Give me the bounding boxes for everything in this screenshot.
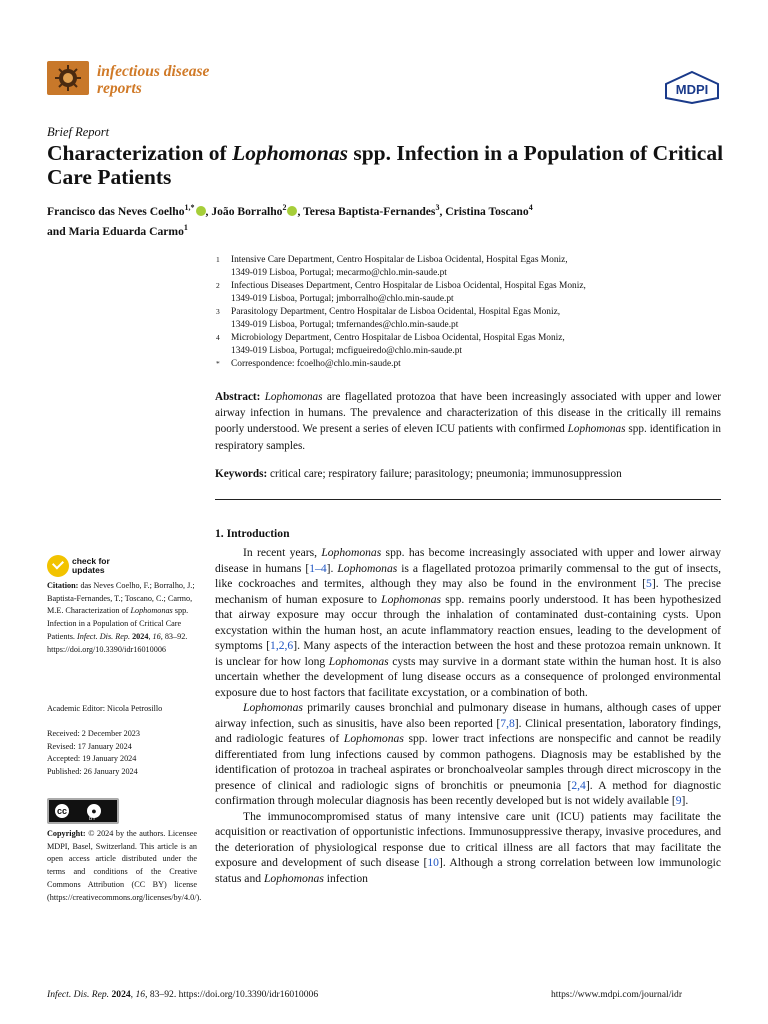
copyright xyxy=(47,828,202,904)
correspondence-text: Correspondence: fcoelho@chlo.min-saude.pt xyxy=(231,359,401,369)
journal-name-line1: infectious disease xyxy=(97,63,210,80)
copyright-label: Copyright: xyxy=(47,829,86,838)
footer-citation: Infect. Dis. Rep. 2024, 16, 83–92. https://doi.org/10.3390/idr16010006 xyxy=(47,989,319,1000)
author-name[interactable]: Maria Eduarda Carmo xyxy=(68,224,184,238)
reference-link[interactable]: 2,4 xyxy=(571,778,586,792)
abstract-italic: Lophomonas xyxy=(264,391,323,403)
affiliation-text xyxy=(231,280,696,306)
reference-link[interactable]: 5 xyxy=(646,577,652,590)
affiliation-line1: Infectious Diseases Department, Centro Hospitalar de Lisboa Ocidental, Hospital Egas Moniz, xyxy=(231,281,586,291)
abstract-text: are flagellated protozoa that have been increasingly associated with upper and lower airway infection in humans. The prevalence and characterization of this disease in the critically ill remains poorly understood. We present a series of eleven ICU patients with confirmed xyxy=(215,391,722,436)
cc-by-license-badge[interactable] xyxy=(47,798,119,824)
title-italic: Lophomonas xyxy=(232,141,348,165)
journal-name xyxy=(97,63,209,97)
check-updates-line1: check for xyxy=(72,556,110,566)
cc-icon: cc xyxy=(53,802,71,820)
affiliation-number: 4 xyxy=(216,333,220,342)
date-revised: Revised: 17 January 2024 xyxy=(47,741,132,751)
by-label: BY xyxy=(89,816,96,822)
citation-text: spp. Infection in a Population of Critical Care Patients. xyxy=(47,606,189,641)
affiliation-number: 3 xyxy=(216,307,220,316)
abstract-italic: Lophomonas xyxy=(567,423,626,436)
affiliation-line1: Parasitology Department, Centro Hospitalar de Lisboa Ocidental, Hospital Egas Moniz, xyxy=(231,307,561,317)
author-sup: 2 xyxy=(282,203,287,212)
academic-editor: Academic Editor: Nicola Petrosillo xyxy=(47,704,163,713)
abstract-label: Abstract: xyxy=(215,391,261,403)
citation-label: Citation: xyxy=(47,581,79,590)
date-published: Published: 26 January 2024 xyxy=(47,767,138,777)
footer-volume: 16 xyxy=(135,989,146,1000)
affiliation-line2: 1349-019 Lisboa, Portugal; tmfernandes@chlo.min-saude.pt xyxy=(231,320,459,330)
orcid-icon[interactable] xyxy=(196,206,206,216)
author-name[interactable]: Cristina Toscano xyxy=(445,204,529,218)
reference-link[interactable]: 1–4 xyxy=(309,561,327,575)
citation-text: , 83–92. https://doi.org/10.3390/idr16010006 xyxy=(47,631,188,654)
citation-italic: Infect. Dis. Rep. xyxy=(77,631,131,641)
abstract xyxy=(215,389,721,454)
divider xyxy=(215,499,721,500)
affiliation-text xyxy=(231,254,696,280)
journal-name-line2: reports xyxy=(97,80,142,97)
author-sup: 1 xyxy=(183,222,188,232)
paragraph: In recent years, Lophomonas spp. has become increasingly associated with upper and lower airway disease in humans [1–4]. Lophomonas is a flagellated protozoa primarily commensal to the gut of insects, like cockroaches and termites, although they may also be found in the environment [5]. The precise mechanism of human exposure to Lophomonas spp. remains poorly understood. It has been hypothesized that airway exposure may occur through the inhalation of contaminated dust-containing cysts. Upon excystation within the human host, an acute inflammatory reaction ensues, leading to the development of symptoms [1,2,6]. Many aspects of the interaction between the host and these protozoa remain unknown. It is unclear for how long Lophomonas cysts may survive in a dormant state within the human host. It is also uncertain whether the development of lung disease occurs as a consequence of prolonged environmental exposure due to host factors that facilitate excystation, or a combination of both. xyxy=(215,546,722,699)
check-icon xyxy=(47,555,69,577)
orcid-icon[interactable] xyxy=(287,206,297,216)
paragraph: The immunocompromised status of many intensive care unit (ICU) patients may facilitate the acquisition or reactivation of opportunistic infections. Immunosuppressive therapy, invasive procedures, and the deterioration of physiological response due to critical illness are all factors that may facilitate the exposure and development of such disease [10]. Although a strong correlation between low immunologic status and Lophomonas infection xyxy=(215,809,721,885)
author-sup: 1,* xyxy=(184,203,195,212)
affiliation-number: * xyxy=(216,359,220,368)
title-part1: Characterization of xyxy=(47,141,233,165)
article-type: Brief Report xyxy=(47,125,110,139)
reference-link[interactable]: 7,8 xyxy=(500,716,515,730)
author-name[interactable]: João Borralho xyxy=(211,204,283,218)
mdpi-logo-text: MDPI xyxy=(675,82,709,97)
reference-link[interactable]: 9 xyxy=(675,794,682,807)
affiliation-item xyxy=(216,332,696,358)
footer-year: 2024 xyxy=(111,989,131,1000)
abstract-text: spp. identification in respiratory samples. xyxy=(215,423,721,452)
author-sup: 4 xyxy=(528,203,533,212)
citation xyxy=(47,580,197,656)
check-updates-line2: updates xyxy=(72,565,105,575)
author-name[interactable]: Francisco das Neves Coelho xyxy=(47,204,185,218)
body-text xyxy=(215,545,721,886)
article-title xyxy=(47,141,737,189)
affiliation-line1: Intensive Care Department, Centro Hospitalar de Lisboa Ocidental, Hospital Egas Moniz, xyxy=(231,255,568,265)
author-name[interactable]: Teresa Baptista-Fernandes xyxy=(303,204,436,218)
person-icon: ● xyxy=(85,802,103,820)
affiliation-number: 1 xyxy=(216,255,220,264)
check-updates-text xyxy=(72,557,110,575)
journal-logo-icon xyxy=(47,61,89,95)
footer-doi[interactable]: , 83–92. https://doi.org/10.3390/idr16010006 xyxy=(145,989,319,1000)
footer-journal: Infect. Dis. Rep. xyxy=(47,989,110,1000)
title-part2: spp. Infection in a Population of Critical Care Patients xyxy=(47,141,724,189)
date-accepted: Accepted: 19 January 2024 xyxy=(47,754,137,764)
affiliation-item xyxy=(216,254,696,280)
reference-link[interactable]: 10 xyxy=(427,856,439,869)
affiliation-line2: 1349-019 Lisboa, Portugal; mecarmo@chlo.min-saude.pt xyxy=(231,268,447,278)
keywords-text: critical care; respiratory failure; parasitology; pneumonia; immunosuppression xyxy=(270,468,622,480)
citation-year: 2024 xyxy=(130,631,149,641)
affiliation-line2: 1349-019 Lisboa, Portugal; mcfigueiredo@chlo.min-saude.pt xyxy=(231,346,462,356)
affiliations xyxy=(216,254,696,371)
footer-journal-url[interactable]: https://www.mdpi.com/journal/idr xyxy=(551,989,683,1000)
affiliation-text xyxy=(231,306,696,332)
citation-text: das Neves Coelho, F.; Borralho, J.; Baptista-Fernandes, T.; Toscano, C.; Carmo, M.E. Characterization of xyxy=(47,581,195,616)
affiliation-line1: Microbiology Department, Centro Hospitalar de Lisboa Ocidental, Hospital Egas Moniz, xyxy=(231,333,565,343)
citation-text: , xyxy=(148,631,153,641)
section-heading: 1. Introduction xyxy=(215,527,290,540)
reference-link[interactable]: 1,2,6 xyxy=(270,639,294,652)
affiliation-number: 2 xyxy=(216,281,220,290)
citation-italic: 16 xyxy=(152,631,161,641)
date-received: Received: 2 December 2023 xyxy=(47,729,140,738)
paragraph: Lophomonas primarily causes bronchial and pulmonary disease in humans, although cases of upper airway infection, such as sinusitis, have also been reported [7,8]. Clinical presentation, laboratory findings, and radiologic features of Lophomonas spp. lower tract infections are nonspecific and cannot be readily differentiated from lung infections caused by common pathogens. Diagnosis may be established by the identification of protozoa in tracheal aspirates or bronchoalveolar samples through direct microscopy in the presence of clinical and radiologic signs of bronchitis or pneumonia [2,4]. A method for diagnostic confirmation through molecular diagnosis has been recently developed but is not widely available [9]. xyxy=(215,701,721,807)
affiliation-line2: 1349-019 Lisboa, Portugal; jmborralho@chlo.min-saude.pt xyxy=(231,294,454,304)
affiliation-item xyxy=(216,306,696,332)
author-sup: 3 xyxy=(435,203,440,212)
copyright-text: © 2024 by the authors. Licensee MDPI, Basel, Switzerland. This article is an open access article distributed under the terms and conditions of the Creative Commons Attribution (CC BY) license (https://creativecommons.org/licenses/by/4.0/). xyxy=(47,829,202,902)
affiliation-text xyxy=(231,332,696,358)
mdpi-logo xyxy=(664,70,720,104)
keywords xyxy=(215,466,721,482)
affiliation-item xyxy=(216,280,696,306)
correspondence-item xyxy=(216,358,696,371)
keywords-label: Keywords: xyxy=(215,468,268,480)
citation-italic: Lophomonas xyxy=(130,606,173,616)
dates xyxy=(47,728,197,779)
author-list: Francisco das Neves Coelho$^{1,*}$ , João Borralho$^2$ , Teresa Baptista-Fernandes$^3$, Cristina Toscano$^4$ and Maria Eduarda Carmo$^1$ xyxy=(47,203,533,238)
